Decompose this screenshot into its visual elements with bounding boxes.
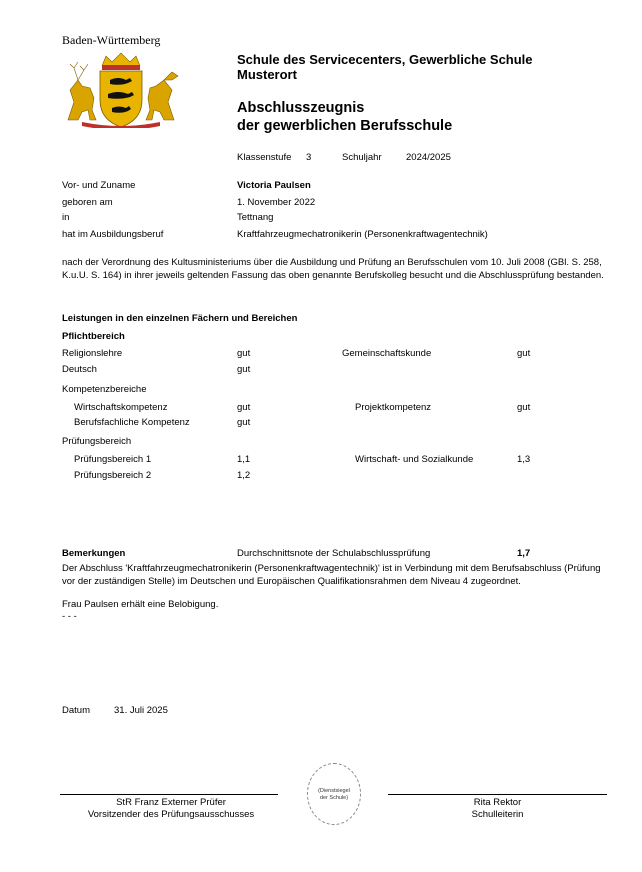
signer-name: Rita Rektor bbox=[473, 797, 522, 808]
seal-text: der Schule) bbox=[319, 795, 349, 801]
praise-text: Frau Paulsen erhält eine Belobigung. bbox=[62, 599, 219, 610]
subject-grade: gut bbox=[237, 348, 251, 359]
school-name bbox=[237, 52, 533, 82]
stag-icon bbox=[68, 62, 96, 120]
subject-grade: 1,2 bbox=[237, 470, 251, 481]
subject-grade: 1,1 bbox=[237, 454, 251, 465]
date-label: Datum bbox=[62, 705, 90, 716]
title-line: Abschlusszeugnis bbox=[237, 100, 365, 116]
subject-grade: 1,3 bbox=[517, 454, 531, 465]
subject-grade: gut bbox=[237, 402, 251, 413]
subject-label: Prüfungsbereich 1 bbox=[74, 454, 152, 465]
birth-date: 1. November 2022 bbox=[237, 197, 316, 208]
subject-grade: gut bbox=[237, 417, 251, 428]
crown-icon bbox=[102, 53, 140, 70]
remarks-dashes: - - - bbox=[62, 611, 77, 622]
signer-name: StR Franz Externer Prüfer bbox=[116, 797, 226, 808]
average-value: 1,7 bbox=[517, 548, 531, 559]
subject-grade: gut bbox=[517, 402, 531, 413]
subject-grade: gut bbox=[517, 348, 531, 359]
schuljahr-label: Schuljahr bbox=[342, 152, 382, 163]
state-name: Baden-Württemberg bbox=[62, 33, 161, 47]
signer-role: Vorsitzender des Prüfungsausschusses bbox=[87, 809, 255, 820]
signature-right bbox=[388, 797, 607, 821]
remarks-text: Der Abschluss 'Kraftfahrzeugmechatronikerin (Personenkraftwagentechnik)' ist in Verbindung mit dem Berufsabschluss (Prüfung vor der zuständigen Stelle) im Deutschen und Europäischen Qualifikationsrahmen dem Niveau 4 zugeordnet. bbox=[62, 563, 601, 587]
student-name: Victoria Paulsen bbox=[237, 180, 311, 191]
coat-of-arms-icon bbox=[60, 50, 182, 128]
subject-grade: gut bbox=[237, 364, 251, 375]
signer-role: Schulleiterin bbox=[471, 809, 524, 820]
birth-label: geboren am bbox=[62, 197, 113, 208]
school-location: Musterort bbox=[237, 67, 297, 82]
subject-label: Wirtschaft- und Sozialkunde bbox=[355, 454, 474, 465]
job-title: Kraftfahrzeugmechatronikerin (Personenkraftwagentechnik) bbox=[237, 229, 488, 240]
signature-line-left bbox=[60, 794, 278, 795]
klassenstufe-label: Klassenstufe bbox=[237, 152, 292, 163]
birthplace-label: in bbox=[62, 212, 70, 223]
subject-label: Wirtschaftskompetenz bbox=[74, 402, 168, 413]
shield-icon bbox=[100, 71, 142, 127]
birthplace: Tettnang bbox=[237, 212, 274, 223]
intro-text: nach der Verordnung des Kultusministeriums über die Ausbildung und Prüfung an Berufsschulen vom 10. Juli 2008 (GBl. S. 258, K.u.U. S. 164) in ihrer jeweils geltenden Fassung das oben genannte Berufskolleg besucht und die Abschlussprüfung bestanden. bbox=[62, 257, 604, 281]
remarks-label: Bemerkungen bbox=[62, 548, 126, 559]
pruefung-heading: Prüfungsbereich bbox=[62, 436, 132, 447]
grades-heading: Leistungen in den einzelnen Fächern und Bereichen bbox=[62, 313, 298, 324]
klassenstufe-value: 3 bbox=[306, 152, 312, 163]
signature-left bbox=[60, 797, 282, 821]
average-label: Durchschnittsnote der Schulabschlussprüfung bbox=[237, 548, 431, 559]
subject-label: Berufsfachliche Kompetenz bbox=[74, 417, 190, 428]
subject-label: Gemeinschaftskunde bbox=[342, 348, 432, 359]
subtitle-line: der gewerblichen Berufsschule bbox=[237, 118, 453, 134]
name-label: Vor- und Zuname bbox=[62, 180, 136, 191]
signature-line-right bbox=[388, 794, 607, 795]
official-seal bbox=[307, 763, 361, 825]
subject-label: Projektkompetenz bbox=[355, 402, 432, 413]
subject-label: Religionslehre bbox=[62, 348, 123, 359]
kompetenz-heading: Kompetenzbereiche bbox=[62, 384, 147, 395]
schuljahr-value: 2024/2025 bbox=[406, 152, 451, 163]
date-value: 31. Juli 2025 bbox=[114, 705, 168, 716]
seal-text: (Dienstsiegel bbox=[318, 788, 350, 794]
griffin-icon bbox=[146, 72, 178, 120]
pflicht-heading: Pflichtbereich bbox=[62, 331, 125, 342]
job-label: hat im Ausbildungsberuf bbox=[62, 229, 164, 240]
subject-label: Prüfungsbereich 2 bbox=[74, 470, 152, 481]
school-name-line: Schule des Servicecenters, Gewerbliche Schule bbox=[237, 52, 533, 67]
document-title bbox=[237, 99, 452, 135]
subject-label: Deutsch bbox=[62, 364, 97, 375]
